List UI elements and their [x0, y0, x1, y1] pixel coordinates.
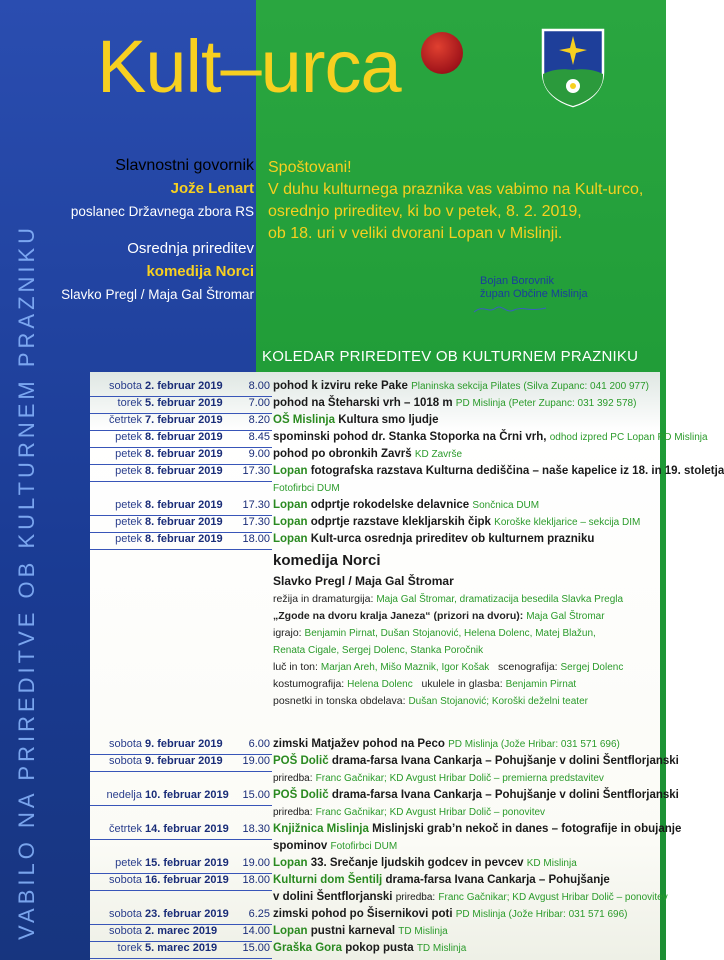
credit-value: Maja Gal Štromar [526, 611, 605, 622]
event-title: pohod po obronkih Završ [273, 448, 412, 460]
event-row [90, 448, 650, 465]
event-title: pohod k izviru reke Pake [273, 380, 408, 392]
greeting-line: ob 18. uri v veliki dvorani Lopan v Mislinji. [268, 225, 563, 242]
event-time: 17.30 [242, 516, 270, 528]
event-date: 5. februar 2019 [145, 397, 223, 409]
main-event-label: Osrednja prireditev [127, 240, 254, 257]
credit-label: ukulele in glasba: [421, 678, 503, 690]
event-description [273, 823, 682, 835]
norci-credit [273, 610, 653, 622]
event-organizer: Franc Gačnikar; KD Avgust Hribar Dolič – premierna predstavitev [315, 773, 604, 784]
event-row [90, 431, 708, 448]
handwritten-signature-icon [470, 302, 550, 316]
greeting-line: osrednjo prireditev, ki bo v petek, 8. 2. 2019, [268, 203, 582, 220]
event-row [90, 840, 650, 857]
event-title: spominov [273, 840, 328, 852]
event-day: sobota [108, 380, 142, 392]
credit-label: kostumografija: [273, 678, 345, 690]
event-row [90, 857, 650, 874]
event-time: 8.00 [248, 380, 270, 392]
calendar-title: KOLEDAR PRIREDITEV OB KULTURNEM PRAZNIKU [262, 348, 639, 365]
event-description [273, 414, 653, 426]
event-description [273, 380, 653, 392]
event-time: 17.30 [242, 499, 270, 511]
event-time: 18.00 [242, 533, 270, 545]
event-organizer: Koroške klekljarice – sekcija DIM [494, 517, 641, 528]
event-title: drama-farsa Ivana Cankarja – Pohujšanje v dolini Šentflorjanski [331, 789, 679, 801]
event-date: 2. marec 2019 [145, 925, 218, 937]
norci-authors: Slavko Pregl / Maja Gal Štromar [273, 574, 454, 588]
event-place: Knjižnica Mislinja [273, 823, 369, 835]
event-row [90, 874, 650, 891]
event-date: 7. februar 2019 [145, 414, 223, 426]
event-day: sobota [108, 738, 142, 750]
event-title: fotografska razstava Kulturna dediščina – naše kapelice iz 18. in 19. stoletja [310, 465, 724, 477]
norci-credit [273, 678, 653, 690]
credit-value: Helena Dolenc [347, 679, 413, 690]
event-organizer: Franc Gačnikar; KD Avgust Hribar Dolič – ponovitev [315, 807, 546, 818]
event-description [273, 465, 724, 477]
signature [480, 275, 588, 301]
event-place: Lopan [273, 925, 308, 937]
event-continuation [90, 482, 650, 499]
event-organizer: TD Mislinja [416, 943, 467, 954]
event-time: 6.25 [248, 908, 270, 920]
credit-value: Benjamin Pirnat [505, 679, 577, 690]
event-date: 15. februar 2019 [145, 857, 229, 869]
event-title: spominski pohod dr. Stanka Stoporka na Črni vrh, [273, 431, 547, 443]
event-organizer: PD Mislinja (Peter Zupanc: 031 392 578) [455, 398, 637, 409]
event-organizer: KD Mislinja [526, 858, 577, 869]
wax-seal-icon [421, 32, 463, 74]
event-time: 6.00 [248, 738, 270, 750]
event-time: 19.00 [242, 755, 270, 767]
vertical-invitation-text: VABILO NA PRIREDITVE OB KULTURNEM PRAZNIKU [14, 223, 39, 940]
event-place: POŠ Dolič [273, 755, 329, 767]
credit-value: Maja Gal Štromar, dramatizacija besedila Slavka Pregla [376, 594, 624, 605]
event-description [273, 857, 653, 869]
event-title: zimski Matjažev pohod na Peco [273, 738, 445, 750]
event-description [273, 874, 653, 886]
event-time: 8.45 [248, 431, 270, 443]
event-description [273, 772, 653, 784]
event-day: nedelja [106, 789, 142, 801]
event-day: četrtek [108, 414, 142, 426]
event-organizer: odhod izpred PC Lopan PD Mislinja [549, 432, 708, 443]
event-place: Lopan [273, 533, 308, 545]
event-day: petek [115, 465, 142, 477]
event-date: 9. februar 2019 [145, 755, 223, 767]
event-row [90, 499, 650, 516]
event-row [90, 465, 724, 482]
event-place: Graška Gora [273, 942, 343, 954]
event-title: zimski pohod po Šisernikovi poti [273, 908, 453, 920]
event-row [90, 891, 668, 908]
event-title: Kultura smo ljudje [338, 414, 439, 426]
event-day: petek [115, 431, 142, 443]
main-event-authors: Slavko Pregl / Maja Gal Štromar [61, 287, 254, 302]
event-description [273, 806, 653, 818]
event-row [90, 823, 682, 840]
event-time: 19.00 [242, 857, 270, 869]
norci-credit [273, 644, 653, 656]
event-date: 16. februar 2019 [145, 874, 229, 886]
event-row [90, 789, 679, 806]
event-day: sobota [108, 908, 142, 920]
event-title: Kult-urca osrednja prireditev ob kulturnem prazniku [310, 533, 595, 545]
event-list [90, 380, 724, 959]
credit-value: Renata Cigale, Sergej Dolenc, Stanka Poročnik [273, 645, 484, 656]
poster-title: Kult–urca [97, 25, 401, 108]
event-day: torek [117, 397, 142, 409]
event-row [90, 806, 650, 823]
event-row [90, 533, 650, 550]
event-organizer: Fotofirbci DUM [330, 841, 398, 852]
event-date: 14. februar 2019 [145, 823, 229, 835]
event-date: 5. marec 2019 [145, 942, 218, 954]
event-day: petek [115, 448, 142, 460]
event-description [273, 908, 653, 920]
municipal-crest-icon [541, 28, 605, 108]
event-organizer: Sončnica DUM [472, 500, 540, 511]
signature-name: Bojan Borovnik [480, 275, 554, 287]
event-description [273, 431, 708, 443]
event-day: petek [115, 533, 142, 545]
event-row [90, 772, 650, 789]
event-description [273, 891, 668, 903]
event-title: drama-farsa Ivana Cankarja – Pohujšanje [385, 874, 610, 886]
event-date: 8. februar 2019 [145, 499, 223, 511]
event-time: 18.00 [242, 874, 270, 886]
main-event-name: komedija Norci [146, 263, 254, 280]
event-credit-label: priredba: [395, 892, 436, 903]
event-place: Lopan [273, 857, 308, 869]
norci-credit [273, 695, 653, 707]
event-time: 15.00 [242, 789, 270, 801]
event-date: 8. februar 2019 [145, 448, 223, 460]
credit-value: Sergej Dolenc [560, 662, 624, 673]
event-credit-label: priredba: [273, 807, 313, 818]
speaker-role: poslanec Državnega zbora RS [70, 204, 254, 219]
event-date: 23. februar 2019 [145, 908, 229, 920]
credit-value: Dušan Stojanović; Koroški deželni teater [408, 696, 588, 707]
event-title: pohod na Šteharski vrh – 1018 m [273, 397, 453, 409]
credit-value: Benjamin Pirnat, Dušan Stojanović, Helena Dolenc, Matej Blažun, [304, 628, 596, 639]
event-organizer: TD Mislinja [398, 926, 448, 937]
event-place: OŠ Mislinja [273, 414, 335, 426]
credit-label: luč in ton: [273, 661, 318, 673]
credit-label: scenografija: [498, 661, 558, 673]
event-title: 33. Srečanje ljudskih godcev in pevcev [310, 857, 524, 869]
event-organizer: PD Mislinja (Jože Hribar: 031 571 696) [455, 909, 628, 920]
event-day: petek [115, 857, 142, 869]
event-organizer: Planinska sekcija Pilates (Silva Zupanc: 041 200 977) [411, 381, 649, 392]
event-row [90, 414, 650, 431]
event-description [273, 925, 653, 937]
event-credit-label: priredba: [273, 773, 313, 784]
event-description [273, 755, 679, 767]
event-place: Lopan [273, 465, 308, 477]
row-divider [90, 958, 272, 959]
event-day: sobota [108, 925, 142, 937]
event-organizer: Franc Gačnikar; KD Avgust Hribar Dolič – ponovitev [438, 892, 668, 903]
event-time: 17.30 [242, 465, 270, 477]
event-row [90, 942, 650, 959]
event-title: Mislinjski grab’n nekoč in danes – fotografije in obujanje [372, 823, 682, 835]
event-description [273, 516, 653, 528]
event-date: 8. februar 2019 [145, 533, 223, 545]
signature-role: župan Občine Mislinja [480, 288, 588, 300]
greeting-line: V duhu kulturnega praznika vas vabimo na Kult-urco, [268, 181, 644, 198]
event-description [273, 840, 653, 852]
event-date: 10. februar 2019 [145, 789, 229, 801]
event-title: pokop pusta [345, 942, 414, 954]
event-title: v dolini Šentflorjanski [273, 891, 393, 903]
norci-block [90, 550, 650, 738]
event-organizer: Fotofirbci DUM [273, 483, 340, 494]
event-title: odprtje rokodelske delavnice [310, 499, 470, 511]
credit-label: posnetki in tonska obdelava: [273, 695, 406, 707]
event-date: 2. februar 2019 [145, 380, 223, 392]
event-description [273, 533, 653, 545]
speaker-label: Slavnostni govornik [115, 157, 254, 174]
norci-credit [273, 593, 653, 605]
event-row [90, 397, 650, 414]
event-time: 9.00 [248, 448, 270, 460]
event-time: 18.30 [242, 823, 270, 835]
norci-title: komedija Norci [273, 552, 381, 569]
event-date: 9. februar 2019 [145, 738, 223, 750]
event-time: 8.20 [248, 414, 270, 426]
event-date: 8. februar 2019 [145, 465, 223, 477]
event-time: 15.00 [242, 942, 270, 954]
greeting-line: Spoštovani! [268, 159, 352, 176]
event-description [273, 448, 653, 460]
event-time: 7.00 [248, 397, 270, 409]
norci-credit [273, 661, 653, 673]
event-time: 14.00 [242, 925, 270, 937]
event-organizer: PD Mislinja (Jože Hribar: 031 571 696) [448, 739, 620, 750]
event-row [90, 738, 650, 755]
event-place: Kulturni dom Šentilj [273, 874, 383, 886]
event-row [90, 908, 650, 925]
credit-label: režija in dramaturgija: [273, 593, 374, 605]
event-place: Lopan [273, 516, 308, 528]
event-description [273, 397, 653, 409]
event-day: sobota [108, 874, 142, 886]
event-title: pustni karneval [310, 925, 396, 937]
greeting [268, 157, 643, 245]
norci-credit [273, 627, 653, 639]
event-date: 8. februar 2019 [145, 516, 223, 528]
speaker-name: Jože Lenart [170, 180, 254, 197]
event-organizer: KD Završe [414, 449, 463, 460]
event-row [90, 925, 650, 942]
event-day: petek [115, 516, 142, 528]
event-day: petek [115, 499, 142, 511]
event-day: četrtek [108, 823, 142, 835]
credit-label: „Zgode na dvoru kralja Janeza“ (prizori na dvoru): [273, 610, 524, 622]
event-row [90, 755, 679, 772]
event-description [273, 499, 653, 511]
event-place: POŠ Dolič [273, 789, 329, 801]
event-description [273, 738, 653, 750]
event-day: sobota [108, 755, 142, 767]
event-place: Lopan [273, 499, 308, 511]
credit-value: Marjan Areh, Mišo Maznik, Igor Košak [320, 662, 490, 673]
event-title: odprtje razstave klekljarskih čipk [310, 516, 491, 528]
event-description [273, 789, 679, 801]
credit-label: igrajo: [273, 627, 302, 639]
event-day: torek [117, 942, 142, 954]
event-row [90, 380, 650, 397]
event-title: drama-farsa Ivana Cankarja – Pohujšanje v dolini Šentflorjanski [331, 755, 679, 767]
event-row [90, 516, 650, 533]
event-date: 8. februar 2019 [145, 431, 223, 443]
event-description [273, 942, 653, 954]
